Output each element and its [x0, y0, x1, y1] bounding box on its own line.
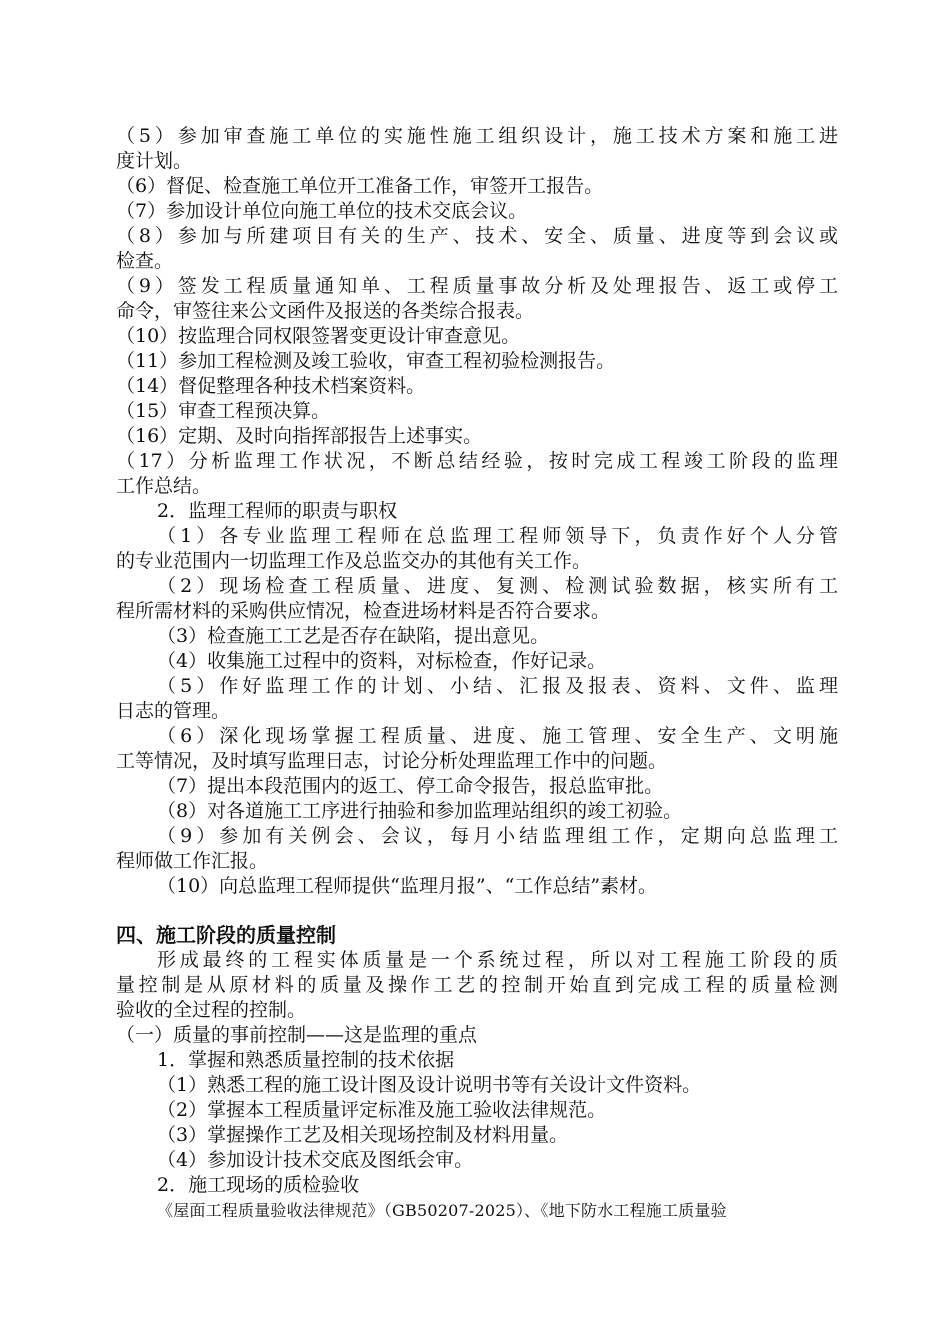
- text-line: （11）参加工程检测及竣工验收，审查工程初验检测报告。: [116, 350, 616, 372]
- text-line: （10）按监理合同权限签署变更设计审查意见。: [116, 325, 521, 347]
- subheading: 1．掌握和熟悉质量控制的技术依据: [157, 1049, 455, 1071]
- text-line: （15）审查工程预决算。: [116, 400, 331, 422]
- text-line: （14）督促整理各种技术档案资料。: [116, 375, 426, 397]
- text-line: 检查。: [116, 250, 174, 272]
- text-line: （8）参加与所建项目有关的生产、技术、安全、质量、进度等到会议或: [116, 225, 838, 247]
- section-heading: 四、施工阶段的质量控制: [116, 923, 336, 947]
- text-line: 度计划。: [116, 150, 193, 172]
- text-line: （1）各专业监理工程师在总监理工程师领导下，负责作好个人分管: [157, 525, 838, 547]
- text-line: （7）参加设计单位向施工单位的技术交底会议。: [116, 200, 528, 222]
- text-line: 验收的全过程的控制。: [116, 999, 307, 1021]
- text-line: 程师做工作汇报。: [116, 850, 269, 872]
- subheading: 2．监理工程师的职责与职权: [157, 500, 398, 522]
- text-line: 程所需材料的采购供应情况，检查进场材料是否符合要求。: [116, 600, 611, 622]
- text-line: （2）现场检查工程质量、进度、复测、检测试验数据，核实所有工: [157, 575, 838, 597]
- text-line: （2）掌握本工程质量评定标准及施工验收法律规范。: [157, 1099, 607, 1121]
- text-line: （4）参加设计技术交底及图纸会审。: [157, 1149, 474, 1171]
- text-line: 形成最终的工程实体质量是一个系统过程，所以对工程施工阶段的质: [157, 949, 838, 971]
- text-line: （5）作好监理工作的计划、小结、汇报及报表、资料、文件、监理: [157, 675, 838, 697]
- text-line: （8）对各道施工工序进行抽验和参加监理站组织的竣工初验。: [157, 800, 683, 822]
- text-line: （10）向总监理工程师提供“监理月报”、“工作总结”素材。: [157, 875, 658, 897]
- text-line: （4）收集施工过程中的资料，对标检查，作好记录。: [157, 650, 607, 672]
- text-line: 量控制是从原材料的质量及操作工艺的控制开始直到完成工程的质量检测: [116, 974, 838, 996]
- text-line: （6）督促、检查施工单位开工准备工作，审签开工报告。: [116, 175, 604, 197]
- text-line: （16）定期、及时向指挥部报告上述事实。: [116, 425, 483, 447]
- text-line: （3）掌握操作工艺及相关现场控制及材料用量。: [157, 1124, 569, 1146]
- text-line: 命令，审签往来公文函件及报送的各类综合报表。: [116, 300, 535, 322]
- text-line: 工作总结。: [116, 475, 212, 497]
- text-line: 《屋面工程质量验收法律规范》（GB50207-2025）、《地下防水工程施工质量验: [157, 1201, 727, 1220]
- subheading: 2．施工现场的质检验收: [157, 1174, 360, 1196]
- text-line: （7）提出本段范围内的返工、停工命令报告，报总监审批。: [157, 775, 664, 797]
- text-line: （17）分析监理工作状况，不断总结经验，按时完成工程竣工阶段的监理: [116, 450, 838, 472]
- text-line: （9）签发工程质量通知单、工程质量事故分析及处理报告、返工或停工: [116, 275, 838, 297]
- text-line: （9）参加有关例会、会议，每月小结监理组工作，定期向总监理工: [157, 825, 838, 847]
- text-line: （6）深化现场掌握工程质量、进度、施工管理、安全生产、文明施: [157, 725, 838, 747]
- text-line: （5）参加审查施工单位的实施性施工组织设计，施工技术方案和施工进: [116, 125, 838, 147]
- subheading: （一）质量的事前控制——这是监理的重点: [116, 1024, 478, 1046]
- text-line: 工等情况，及时填写监理日志，讨论分析处理监理工作中的问题。: [116, 750, 668, 772]
- text-line: 的专业范围内一切监理工作及总监交办的其他有关工作。: [116, 550, 592, 572]
- text-line: 日志的管理。: [116, 700, 231, 722]
- text-line: （3）检查施工工艺是否存在缺陷，提出意见。: [157, 625, 550, 647]
- text-line: （1）熟悉工程的施工设计图及设计说明书等有关设计文件资料。: [157, 1074, 702, 1096]
